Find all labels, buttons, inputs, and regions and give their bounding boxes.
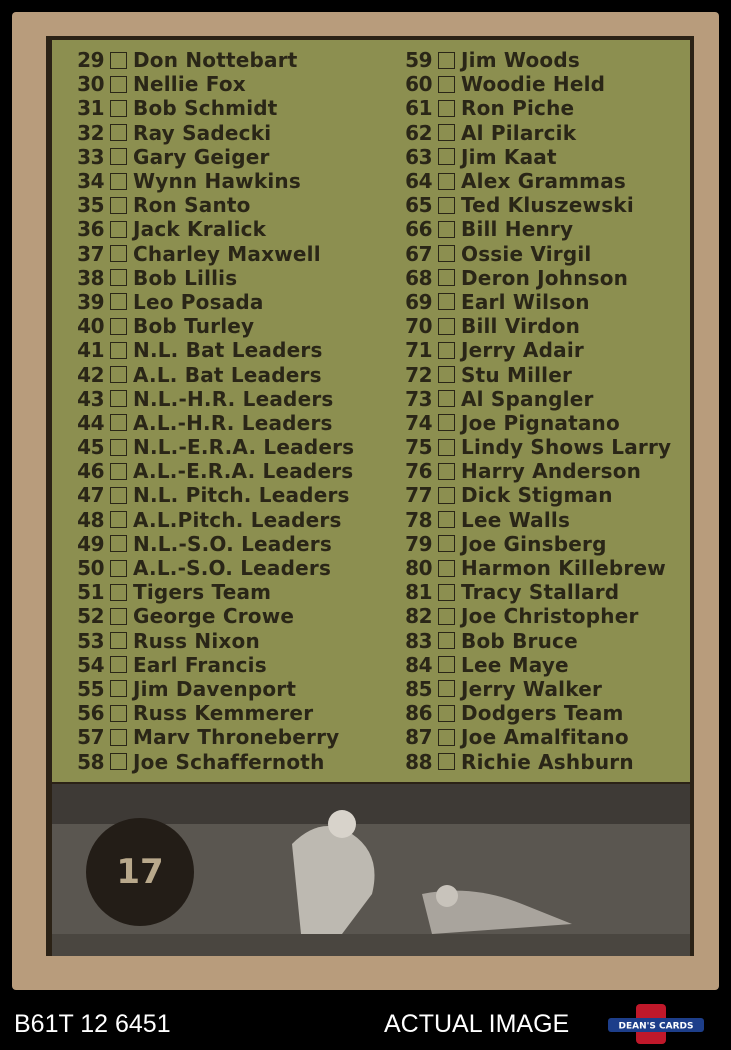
checklist-row: [66, 362, 386, 386]
card-num: 87: [405, 725, 432, 750]
player-name: Dodgers Team: [461, 701, 624, 726]
checkbox[interactable]: [438, 753, 455, 770]
checkbox[interactable]: [110, 366, 127, 383]
card-num: 36: [77, 217, 104, 242]
player-name: Earl Wilson: [461, 289, 590, 314]
card-num: 39: [77, 289, 104, 314]
checklist-left-column: [66, 48, 386, 774]
checklist-row: [394, 145, 694, 169]
player-name: Harmon Killebrew: [461, 556, 666, 581]
card-num: 74: [405, 410, 432, 435]
checkbox[interactable]: [110, 76, 127, 93]
player-name: Ron Santo: [133, 193, 251, 218]
checklist-row: [394, 701, 694, 725]
player-name: Joe Schaffernoth: [133, 749, 325, 774]
checkbox[interactable]: [438, 632, 455, 649]
player-name: A.L. Bat Leaders: [133, 362, 322, 387]
card-num: 35: [77, 193, 104, 218]
checkbox[interactable]: [438, 535, 455, 552]
checkbox[interactable]: [438, 511, 455, 528]
checkbox[interactable]: [110, 705, 127, 722]
checkbox[interactable]: [438, 414, 455, 431]
checkbox[interactable]: [110, 487, 127, 504]
checklist-row: [394, 435, 694, 459]
card-number: 17: [116, 852, 164, 892]
player-name: Stu Miller: [461, 362, 573, 387]
checkbox[interactable]: [438, 245, 455, 262]
card-num: 63: [405, 144, 432, 169]
checkbox[interactable]: [438, 463, 455, 480]
checklist-row: [66, 677, 386, 701]
card-num: 64: [405, 169, 432, 194]
card-num: 43: [77, 386, 104, 411]
player-name: Tigers Team: [133, 580, 272, 605]
checkbox[interactable]: [438, 221, 455, 238]
checkbox[interactable]: [110, 414, 127, 431]
card-num: 80: [405, 556, 432, 581]
checkbox[interactable]: [110, 656, 127, 673]
player-name: Ossie Virgil: [461, 241, 592, 266]
checkbox[interactable]: [110, 124, 127, 141]
card-num: 56: [77, 701, 104, 726]
checklist-row: [394, 604, 694, 628]
player-name: Jim Davenport: [133, 676, 297, 701]
checklist-row: [66, 121, 386, 145]
player-name: Lee Walls: [461, 507, 571, 532]
checklist-row: [394, 362, 694, 386]
card-num: 51: [77, 580, 104, 605]
checklist-row: [66, 338, 386, 362]
checklist-row: [66, 749, 386, 773]
checkbox[interactable]: [438, 52, 455, 69]
checklist-row: [394, 169, 694, 193]
card-num: 86: [405, 701, 432, 726]
checkbox[interactable]: [110, 197, 127, 214]
player-name: Tracy Stallard: [461, 580, 620, 605]
card-num: 48: [77, 507, 104, 532]
player-name: Al Pilarcik: [461, 120, 577, 145]
checklist-row: [394, 629, 694, 653]
player-name: Joe Ginsberg: [461, 531, 607, 556]
player-name: A.L.-S.O. Leaders: [133, 556, 332, 581]
card-num: 53: [77, 628, 104, 653]
player-name: N.L.-H.R. Leaders: [133, 386, 334, 411]
checkbox[interactable]: [110, 173, 127, 190]
card-num: 59: [405, 48, 432, 73]
player-name: Ron Piche: [461, 96, 575, 121]
player-name: Jerry Walker: [461, 676, 603, 701]
checkbox[interactable]: [110, 390, 127, 407]
checkbox[interactable]: [110, 269, 127, 286]
player-name: Jack Kralick: [133, 217, 267, 242]
player-name: A.L.-E.R.A. Leaders: [133, 459, 354, 484]
checklist-row: [66, 459, 386, 483]
checkbox[interactable]: [438, 318, 455, 335]
checklist-row: [66, 604, 386, 628]
player-name: Harry Anderson: [461, 459, 642, 484]
player-name: N.L. Pitch. Leaders: [133, 483, 350, 508]
card-num: 78: [405, 507, 432, 532]
card-num: 55: [77, 676, 104, 701]
checklist-row: [66, 701, 386, 725]
checklist-row: [394, 459, 694, 483]
checklist-row: [66, 217, 386, 241]
checklist-row: [66, 387, 386, 411]
checkbox[interactable]: [438, 560, 455, 577]
checklist-row: [66, 145, 386, 169]
checkbox[interactable]: [110, 342, 127, 359]
card-num: 31: [77, 96, 104, 121]
checklist-row: [394, 96, 694, 120]
checklist-row: [394, 48, 694, 72]
card-num: 68: [405, 265, 432, 290]
checkbox[interactable]: [438, 293, 455, 310]
checklist-row: [66, 483, 386, 507]
checkbox[interactable]: [110, 632, 127, 649]
checkbox[interactable]: [438, 487, 455, 504]
card-num: 52: [77, 604, 104, 629]
card-num: 69: [405, 289, 432, 314]
card-num: 30: [77, 72, 104, 97]
player-name: Charley Maxwell: [133, 241, 321, 266]
player-name: Nellie Fox: [133, 72, 246, 97]
checklist-row: [394, 72, 694, 96]
card-num: 83: [405, 628, 432, 653]
player-name: Lee Maye: [461, 652, 569, 677]
checklist-row: [394, 725, 694, 749]
card-num: 32: [77, 120, 104, 145]
checklist-row: [66, 435, 386, 459]
card-num: 73: [405, 386, 432, 411]
player-name: Gary Geiger: [133, 144, 270, 169]
checklist-row: [394, 508, 694, 532]
card-num: 70: [405, 314, 432, 339]
card-num: 81: [405, 580, 432, 605]
checklist-row: [66, 725, 386, 749]
checklist-row: [394, 653, 694, 677]
checkbox[interactable]: [438, 705, 455, 722]
player-name: Bob Turley: [133, 314, 255, 339]
player-name: Russ Nixon: [133, 628, 260, 653]
logo-text: DEAN'S CARDS: [618, 1021, 694, 1032]
checkbox[interactable]: [110, 439, 127, 456]
player-name: Jim Woods: [461, 48, 580, 73]
player-name: Woodie Held: [461, 72, 606, 97]
card-num: 38: [77, 265, 104, 290]
checklist-row: [66, 532, 386, 556]
player-name: Richie Ashburn: [461, 749, 634, 774]
card-num: 77: [405, 483, 432, 508]
checkbox[interactable]: [438, 342, 455, 359]
checklist-row: [394, 387, 694, 411]
card-num: 75: [405, 435, 432, 460]
card-num: 45: [77, 435, 104, 460]
checkbox[interactable]: [110, 753, 127, 770]
player-name: A.L.Pitch. Leaders: [133, 507, 342, 532]
player-name: Don Nottebart: [133, 48, 298, 73]
checklist-row: [66, 96, 386, 120]
checklist-row: [394, 217, 694, 241]
checkbox[interactable]: [110, 318, 127, 335]
checkbox[interactable]: [110, 729, 127, 746]
card-num: 71: [405, 338, 432, 363]
checkbox[interactable]: [438, 148, 455, 165]
player-name: Bob Schmidt: [133, 96, 278, 121]
card-num: 42: [77, 362, 104, 387]
checkbox[interactable]: [110, 535, 127, 552]
checkbox[interactable]: [438, 584, 455, 601]
checkbox[interactable]: [110, 560, 127, 577]
checkbox[interactable]: [438, 269, 455, 286]
checklist-row: [394, 532, 694, 556]
checklist-row: [394, 338, 694, 362]
checklist-row: [66, 193, 386, 217]
checkbox[interactable]: [438, 173, 455, 190]
card-num: 61: [405, 96, 432, 121]
card-num: 84: [405, 652, 432, 677]
checklist-row: [66, 314, 386, 338]
checklist-row: [394, 411, 694, 435]
player-name: Deron Johnson: [461, 265, 629, 290]
checkbox[interactable]: [110, 511, 127, 528]
player-name: Joe Pignatano: [461, 410, 620, 435]
checklist-row: [394, 193, 694, 217]
player-name: Dick Stigman: [461, 483, 613, 508]
player-name: Joe Christopher: [461, 604, 639, 629]
card-num: 62: [405, 120, 432, 145]
card-num: 66: [405, 217, 432, 242]
checklist-row: [66, 48, 386, 72]
checklist-row: [394, 677, 694, 701]
checklist-row: [66, 653, 386, 677]
card-num: 34: [77, 169, 104, 194]
card-num: 85: [405, 676, 432, 701]
deans-cards-logo: [606, 1002, 706, 1046]
player-name: Marv Throneberry: [133, 725, 340, 750]
card-num: 65: [405, 193, 432, 218]
card-num: 72: [405, 362, 432, 387]
card-num: 79: [405, 531, 432, 556]
checkbox[interactable]: [438, 729, 455, 746]
checkbox[interactable]: [110, 221, 127, 238]
card-num: 60: [405, 72, 432, 97]
player-name: Wynn Hawkins: [133, 169, 301, 194]
checklist-row: [394, 556, 694, 580]
card-num: 29: [77, 48, 104, 73]
checklist-row: [66, 290, 386, 314]
card-number-badge: [86, 818, 194, 926]
checkbox[interactable]: [110, 148, 127, 165]
checklist-row: [394, 749, 694, 773]
card-num: 82: [405, 604, 432, 629]
player-name: N.L.-S.O. Leaders: [133, 531, 332, 556]
checkbox[interactable]: [438, 124, 455, 141]
card-num: 49: [77, 531, 104, 556]
card-num: 54: [77, 652, 104, 677]
checklist-row: [394, 483, 694, 507]
checklist-row: [66, 556, 386, 580]
checklist-row: [66, 508, 386, 532]
player-name: Bill Henry: [461, 217, 574, 242]
checkbox[interactable]: [110, 293, 127, 310]
card-num: 40: [77, 314, 104, 339]
card-num: 58: [77, 749, 104, 774]
player-name: Joe Amalfitano: [461, 725, 629, 750]
player-name: Bob Lillis: [133, 265, 238, 290]
checkbox[interactable]: [110, 463, 127, 480]
checklist-row: [394, 121, 694, 145]
card-id-text: B61T 12 6451: [14, 1010, 171, 1038]
card-num: 67: [405, 241, 432, 266]
player-name: Bob Bruce: [461, 628, 578, 653]
checklist-row: [66, 411, 386, 435]
checklist-row: [394, 242, 694, 266]
checkbox[interactable]: [110, 584, 127, 601]
player-name: Leo Posada: [133, 289, 264, 314]
card-num: 37: [77, 241, 104, 266]
player-name: Russ Kemmerer: [133, 701, 314, 726]
player-name: Ted Kluszewski: [461, 193, 634, 218]
card-num: 57: [77, 725, 104, 750]
checklist-row: [66, 266, 386, 290]
checklist-row: [394, 314, 694, 338]
checkbox[interactable]: [438, 656, 455, 673]
checklist-row: [394, 266, 694, 290]
player-name: N.L. Bat Leaders: [133, 338, 323, 363]
checkbox[interactable]: [438, 390, 455, 407]
checkbox[interactable]: [438, 76, 455, 93]
player-name: Bill Virdon: [461, 314, 581, 339]
card-num: 44: [77, 410, 104, 435]
player-name: A.L.-H.R. Leaders: [133, 410, 333, 435]
card-num: 76: [405, 459, 432, 484]
player-name: Jim Kaat: [461, 144, 557, 169]
player-name: Al Spangler: [461, 386, 594, 411]
checkbox[interactable]: [110, 52, 127, 69]
checkbox[interactable]: [438, 100, 455, 117]
checkbox[interactable]: [110, 608, 127, 625]
checklist-row: [394, 580, 694, 604]
player-name: Jerry Adair: [461, 338, 584, 363]
card-num: 41: [77, 338, 104, 363]
player-name: N.L.-E.R.A. Leaders: [133, 435, 355, 460]
player-name: George Crowe: [133, 604, 295, 629]
checkbox[interactable]: [110, 680, 127, 697]
checklist-right-column: [394, 48, 694, 774]
card-num: 50: [77, 556, 104, 581]
player-name: Earl Francis: [133, 652, 267, 677]
checkbox[interactable]: [110, 100, 127, 117]
card-num: 33: [77, 144, 104, 169]
checklist-row: [66, 169, 386, 193]
checkbox[interactable]: [438, 197, 455, 214]
checklist-row: [66, 72, 386, 96]
card-num: 88: [405, 749, 432, 774]
card-num: 46: [77, 459, 104, 484]
checkbox[interactable]: [110, 245, 127, 262]
checkbox[interactable]: [438, 608, 455, 625]
card-num: 47: [77, 483, 104, 508]
checklist-row: [66, 580, 386, 604]
checkbox[interactable]: [438, 366, 455, 383]
checkbox[interactable]: [438, 439, 455, 456]
player-name: Lindy Shows Larry: [461, 435, 672, 460]
checklist-row: [66, 629, 386, 653]
actual-image-label: ACTUAL IMAGE: [384, 1010, 570, 1038]
checklist-row: [394, 290, 694, 314]
checkbox[interactable]: [438, 680, 455, 697]
checklist-row: [66, 242, 386, 266]
player-name: Ray Sadecki: [133, 120, 272, 145]
player-name: Alex Grammas: [461, 169, 627, 194]
